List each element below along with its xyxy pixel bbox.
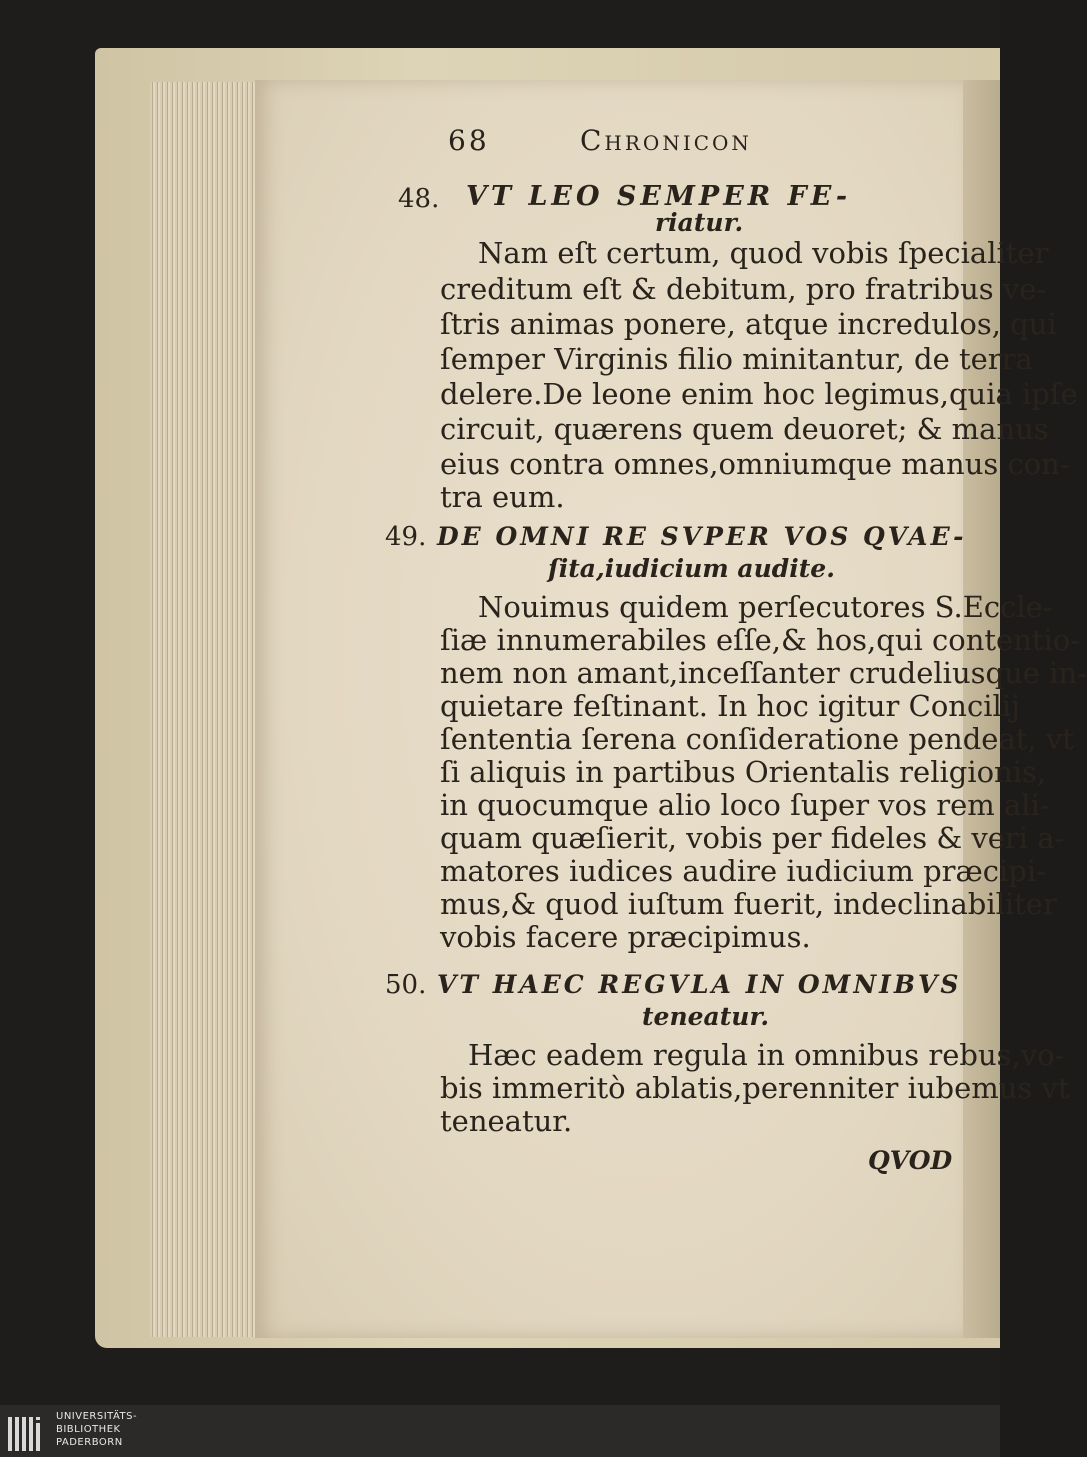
library-name: [56, 1410, 137, 1449]
text-line: ſententia ſerena conſideratione pendeat, vt: [440, 722, 1074, 756]
text-line: ſemper Virginis filio minitantur, de terra: [440, 342, 1033, 376]
text-line: ſiæ innumerabiles eſſe,& hos,qui contentio-: [440, 623, 1081, 657]
text-line: bis immeritò ablatis,perenniter iubemus vt: [440, 1071, 1070, 1105]
library-name-line: UNIVERSITÄTS-: [56, 1411, 138, 1422]
text-line: quietare feſtinant. In hoc igitur Concilij: [440, 689, 1021, 723]
text-line: Nouimus quidem perſecutores S.Eccle-: [478, 590, 1053, 624]
text-line: delere.De leone enim hoc legimus,quia ipſe: [440, 377, 1078, 411]
text-line: eius contra omnes,omniumque manus con-: [440, 447, 1070, 481]
text-line: nem non amant,inceſſanter crudeliusque in-: [440, 656, 1087, 690]
text-line: vobis facere præcipimus.: [440, 920, 811, 954]
section-heading-cont: ſita,iudicium audite.: [548, 554, 835, 583]
page-number: 68: [448, 124, 490, 157]
section-heading: VT HAEC REGVLA IN OMNIBVS: [437, 970, 962, 999]
text-line: tra eum.: [440, 480, 565, 514]
text-line: matores iudices audire iudicium præcipi-: [440, 854, 1046, 888]
running-head: Chronicon: [580, 124, 752, 157]
text-line: in quocumque alio loco ſuper vos rem ali-: [440, 788, 1050, 822]
text-line: creditum eſt & debitum, pro fratribus ve-: [440, 272, 1047, 306]
text-line: mus,& quod iuſtum fuerit, indeclinabiliter: [440, 887, 1057, 921]
section-number: 49.: [385, 522, 427, 552]
section-number: 50.: [385, 970, 427, 1000]
text-line: ſi aliquis in partibus Orientalis religionis,: [440, 755, 1047, 789]
text-line: Hæc eadem regula in omnibus rebus,vo-: [468, 1038, 1065, 1072]
section-heading-cont: riatur.: [655, 208, 744, 237]
section-heading: VT LEO SEMPER FE-: [466, 181, 852, 212]
library-name-line: BIBLIOTHEK: [56, 1424, 121, 1435]
library-footer: [0, 1405, 1000, 1457]
text-line: circuit, quærens quem deuoret; & manus: [440, 412, 1049, 446]
library-name-line: PADERBORN: [56, 1437, 123, 1448]
section-heading-cont: teneatur.: [642, 1002, 770, 1031]
library-logo-icon: [8, 1411, 48, 1451]
text-line: Nam eſt certum, quod vobis ſpecialiter: [478, 236, 1049, 270]
section-heading: DE OMNI RE SVPER VOS QVAE-: [437, 522, 967, 551]
text-line: quam quæſierit, vobis per fideles & veri a-: [440, 821, 1065, 855]
catchword: QVOD: [868, 1146, 953, 1175]
text-line: teneatur.: [440, 1104, 573, 1138]
text-line: ſtris animas ponere, atque incredulos, qui: [440, 307, 1057, 341]
section-number: 48.: [398, 184, 440, 214]
